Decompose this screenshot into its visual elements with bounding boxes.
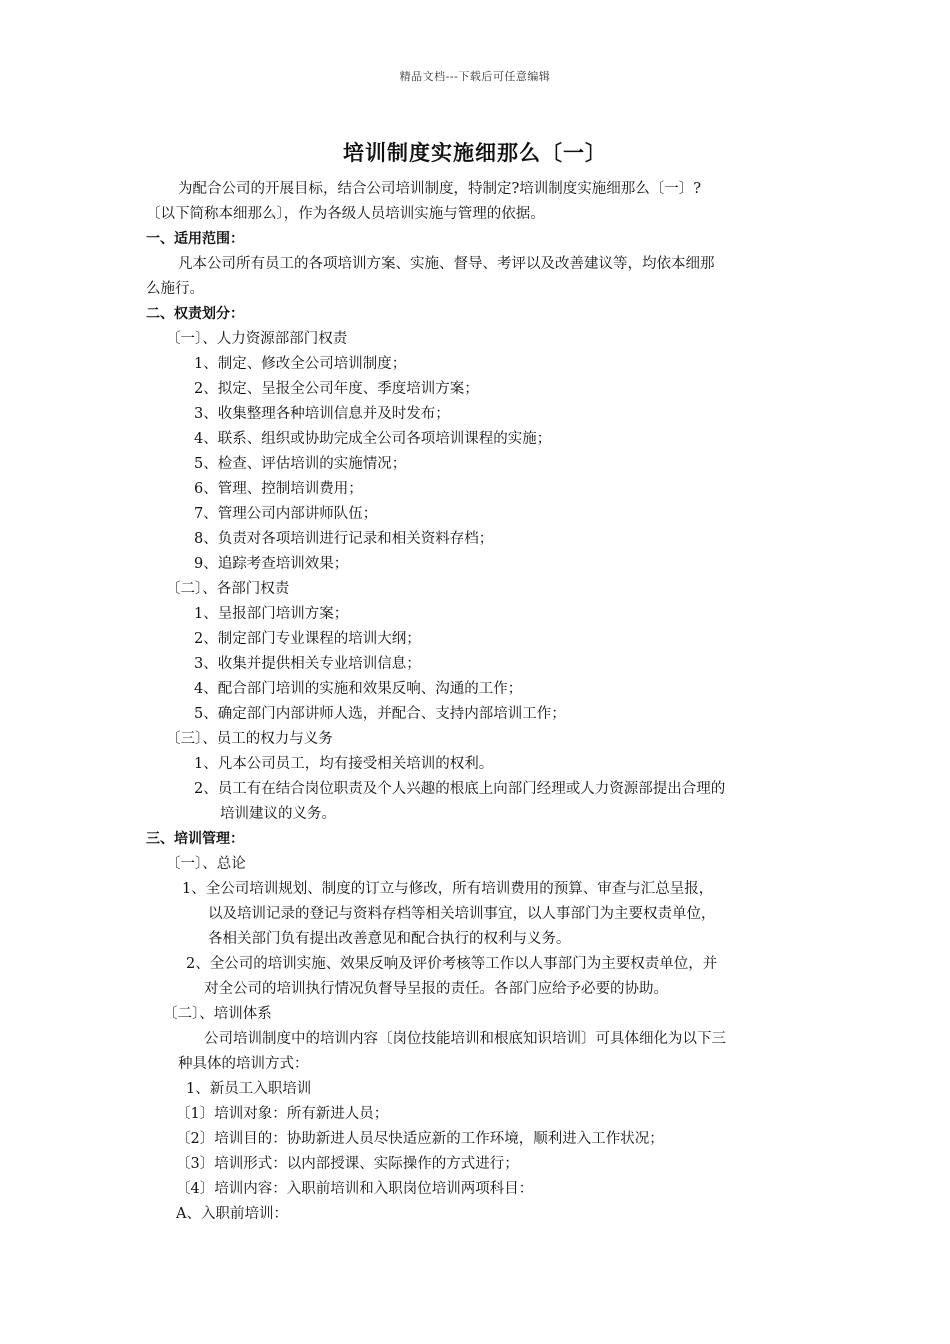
intro-line-1: 为配合公司的开展目标，结合公司培训制度，特制定?培训制度实施细那么〔一〕? xyxy=(178,181,702,197)
list-item: 4、联系、组织或协助完成全公司各项培训课程的实施； xyxy=(194,431,552,447)
list-item: 7、管理公司内部讲师队伍； xyxy=(194,506,378,522)
intro-line-2: 〔以下简称本细那么〕，作为各级人员培训实施与管理的依据。 xyxy=(146,206,545,222)
paragraph-line: 1、全公司培训规划、制度的订立与修改，所有培训费用的预算、审查与汇总呈报， xyxy=(182,881,714,897)
list-item: 3、收集整理各种培训信息并及时发布； xyxy=(194,406,450,422)
list-item: 2、拟定、呈报全公司年度、季度培训方案； xyxy=(194,381,479,397)
list-item: 1、凡本公司员工，均有接受相关培训的权利。 xyxy=(194,756,494,772)
list-item: 8、负责对各项培训进行记录和相关资料存档； xyxy=(194,531,494,547)
list-item: 〔3〕培训形式：以内部授课、实际操作的方式进行； xyxy=(176,1156,519,1172)
page-header: 精品文档---下载后可任意编辑 xyxy=(399,70,551,83)
list-item: 2、员工有在结合岗位职责及个人兴趣的根底上向部门经理或人力资源部提出合理的 xyxy=(194,781,726,797)
list-item: 〔4〕培训内容：入职前培训和入职岗位培训两项科目： xyxy=(176,1181,534,1197)
list-heading: 1、新员工入职培训 xyxy=(186,1081,312,1097)
section-1-body-line-2: 么施行。 xyxy=(146,281,204,297)
list-item: 6、管理、控制培训费用； xyxy=(194,481,363,497)
list-item: 3、收集并提供相关专业培训信息； xyxy=(194,656,421,672)
list-item: 〔1〕培训对象：所有新进人员； xyxy=(176,1106,389,1122)
section-2-heading: 二、权责划分： xyxy=(146,306,244,322)
section-1-heading: 一、适用范围： xyxy=(146,231,244,247)
paragraph-line: 2、全公司的培训实施、效果反响及评价考核等工作以人事部门为主要权责单位，并 xyxy=(186,956,718,972)
list-item: 培训建议的义务。 xyxy=(220,806,336,822)
list-item: 9、追踪考查培训效果； xyxy=(194,556,349,572)
subsection-title: 〔二〕、培训体系 xyxy=(163,1006,272,1022)
paragraph-line: 种具体的培训方式： xyxy=(178,1056,309,1072)
paragraph-line: 对全公司的培训执行情况负督导呈报的责任。各部门应给予必要的协助。 xyxy=(204,981,668,997)
section-1-body-line-1: 凡本公司所有员工的各项培训方案、实施、督导、考评以及改善建议等，均依本细那 xyxy=(178,256,715,272)
subsection-title: 〔一〕、总论 xyxy=(166,856,246,872)
paragraph-line: 以及培训记录的登记与资料存档等相关培训事宜，以人事部门为主要权责单位， xyxy=(208,906,716,922)
paragraph-line: 公司培训制度中的培训内容〔岗位技能培训和根底知识培训〕可具体细化为以下三 xyxy=(204,1031,726,1047)
subsection-title: 〔一〕、人力资源部部门权责 xyxy=(166,331,348,347)
list-item: 4、配合部门培训的实施和效果反响、沟通的工作； xyxy=(194,681,523,697)
document-title: 培训制度实施细那么〔一〕 xyxy=(343,141,607,165)
list-item: 2、制定部门专业课程的培训大纲； xyxy=(194,631,421,647)
list-item: 5、确定部门内部讲师人选，并配合、支持内部培训工作； xyxy=(194,706,566,722)
subsection-title: 〔二〕、各部门权责 xyxy=(166,581,290,597)
list-item: A、入职前培训： xyxy=(176,1206,288,1222)
subsection-title: 〔三〕、员工的权力与义务 xyxy=(166,731,333,747)
list-item: 5、检查、评估培训的实施情况； xyxy=(194,456,407,472)
list-item: 〔2〕培训目的：协助新进人员尽快适应新的工作环境，顺利进入工作状况； xyxy=(176,1131,664,1147)
paragraph-line: 各相关部门负有提出改善意见和配合执行的权利与义务。 xyxy=(208,931,571,947)
list-item: 1、制定、修改全公司培训制度； xyxy=(194,356,407,372)
section-3-heading: 三、培训管理： xyxy=(146,831,244,847)
list-item: 1、呈报部门培训方案； xyxy=(194,606,349,622)
